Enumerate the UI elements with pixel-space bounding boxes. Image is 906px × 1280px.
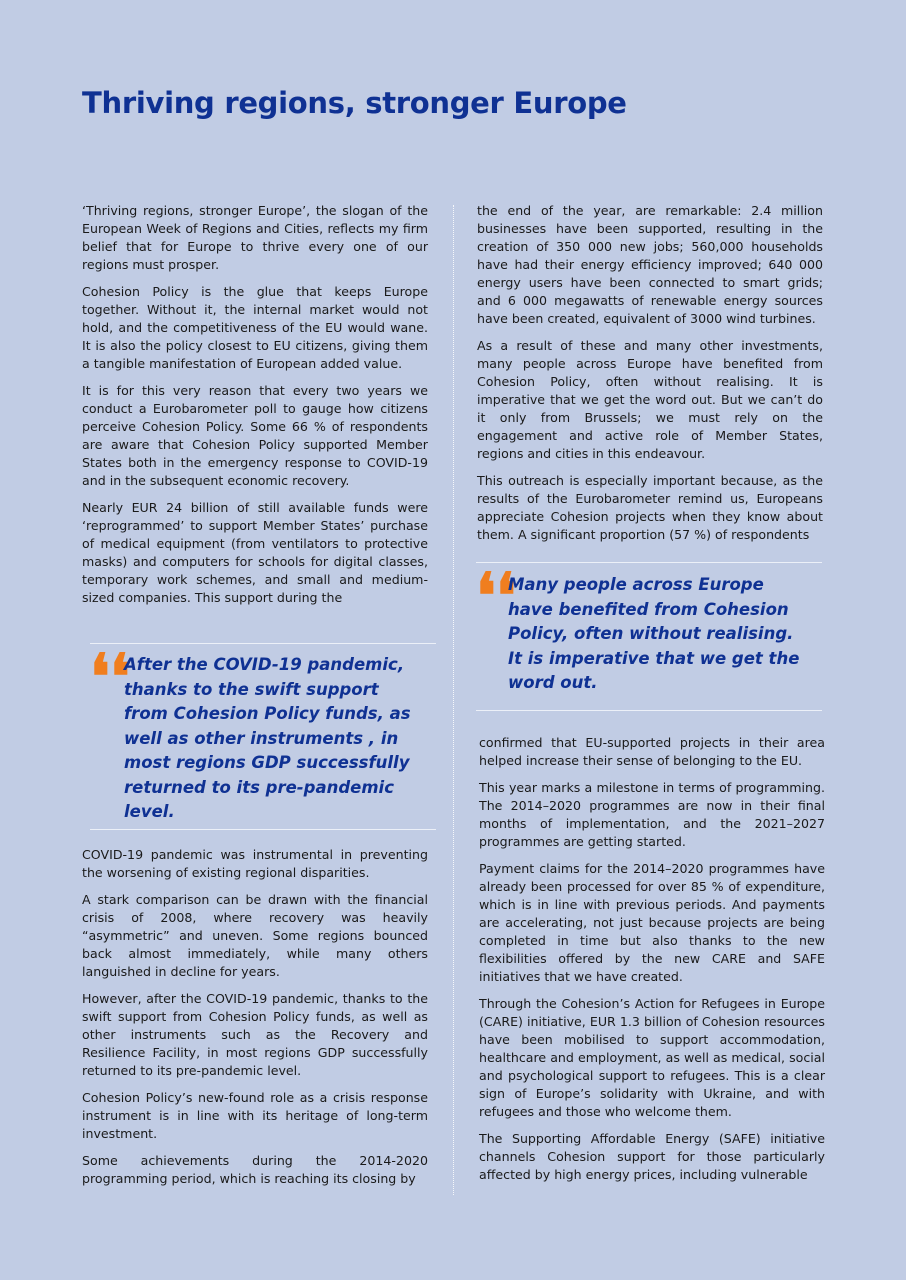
left-column-bottom [82,846,428,1197]
left-column-top [82,202,428,616]
paragraph: ‘Thriving regions, stronger Europe’, the slogan of the European Week of Regions and Cities, reflects my firm belief that for Europe to thrive every one of our regions must prosper. [82,203,428,272]
paragraph: As a result of these and many other investments, many people across Europe have benefited from Cohesion Policy, often without realising. It is imperative that we get the word out. But we can’t do it only from Brussels; we must rely on the engagement and active role of Member States, regions and cities in this endeavour. [477,338,823,461]
paragraph: Some achievements during the 2014-2020 programming period, which is reaching its closing by [82,1153,428,1186]
paragraph: Nearly EUR 24 billion of still available funds were ‘reprogrammed’ to support Member States’ purchase of medical equipment (from ventilators to protective masks) and computers for schools for digital classes, temporary work schemes, and small and medium-sized companies. This support during the [82,500,428,605]
paragraph: Payment claims for the 2014–2020 programmes have already been processed for over 85 % of expenditure, which is in line with previous periods. And payments are accelerating, not just because projects are being completed in time but also thanks to the new flexibilities offered by the new CARE and SAFE initiatives that we have created. [479,861,825,984]
paragraph: The Supporting Affordable Energy (SAFE) initiative channels Cohesion support for those particularly affected by high energy prices, including vulnerable [479,1131,825,1182]
pull-quote-text: After the COVID-19 pandemic, thanks to the swift support from Cohesion Policy funds, as well as other instruments , in most regions GDP successfully returned to its pre-pandemic level. [124,655,411,821]
paragraph: This outreach is especially important because, as the results of the Eurobarometer remind us, Europeans appreciate Cohesion projects when they know about them. A significant proportion (57 %) of respondents [477,473,823,542]
page-title: Thriving regions, stronger Europe [82,86,627,120]
paragraph: A stark comparison can be drawn with the financial crisis of 2008, where recovery was heavily “asymmetric” and uneven. Some regions bounced back almost immediately, while many others languished in decline for years. [82,892,428,979]
paragraph: However, after the COVID-19 pandemic, thanks to the swift support from Cohesion Policy funds, as well as other instruments such as the Recovery and Resilience Facility, in most regions GDP successfully returned to its pre-pandemic level. [82,991,428,1078]
paragraph: the end of the year, are remarkable: 2.4 million businesses have been supported, resulting in the creation of 350 000 new jobs; 560,000 households have had their energy efficiency improved; 640 000 energy users have been connected to smart grids; and 6 000 megawatts of renewable energy sources have been created, equivalent of 3000 wind turbines. [477,203,823,326]
right-column-bottom [479,734,825,1193]
paragraph: This year marks a milestone in terms of programming. The 2014–2020 programmes are now in their final months of implementation, and the 2021–2027 programmes are getting started. [479,780,825,849]
paragraph: Through the Cohesion’s Action for Refugees in Europe (CARE) initiative, EUR 1.3 billion of Cohesion resources have been mobilised to support accommodation, healthcare and employment, as well as medical, social and psychological support to refugees. This is a clear sign of Europe’s solidarity with Ukraine, and with refugees and those who welcome them. [479,996,825,1119]
paragraph: Cohesion Policy is the glue that keeps Europe together. Without it, the internal market would not hold, and the competitiveness of the EU would wane. It is also the policy closest to EU citizens, giving them a tangible manifestation of European added value. [82,284,428,371]
pull-quote-text: Many people across Europe have benefited from Cohesion Policy, often without realising. It is imperative that we get the word out. [508,575,800,692]
pull-quote-left [90,640,436,830]
paragraph: confirmed that EU-supported projects in their area helped increase their sense of belonging to the EU. [479,735,825,768]
quote-mark-icon: ❛❛ [476,559,516,632]
paragraph: Cohesion Policy’s new-found role as a crisis response instrument is in line with its heritage of long-term investment. [82,1090,428,1141]
paragraph: It is for this very reason that every two years we conduct a Eurobarometer poll to gauge how citizens perceive Cohesion Policy. Some 66 % of respondents are aware that Cohesion Policy supported Member States both in the emergency response to COVID-19 and in the subsequent economic recovery. [82,383,428,488]
right-column-top [477,202,823,553]
quote-mark-icon: ❛❛ [90,640,130,713]
pull-quote-right [476,559,822,711]
column-divider [453,205,454,1195]
paragraph: COVID-19 pandemic was instrumental in preventing the worsening of existing regional disparities. [82,847,428,880]
